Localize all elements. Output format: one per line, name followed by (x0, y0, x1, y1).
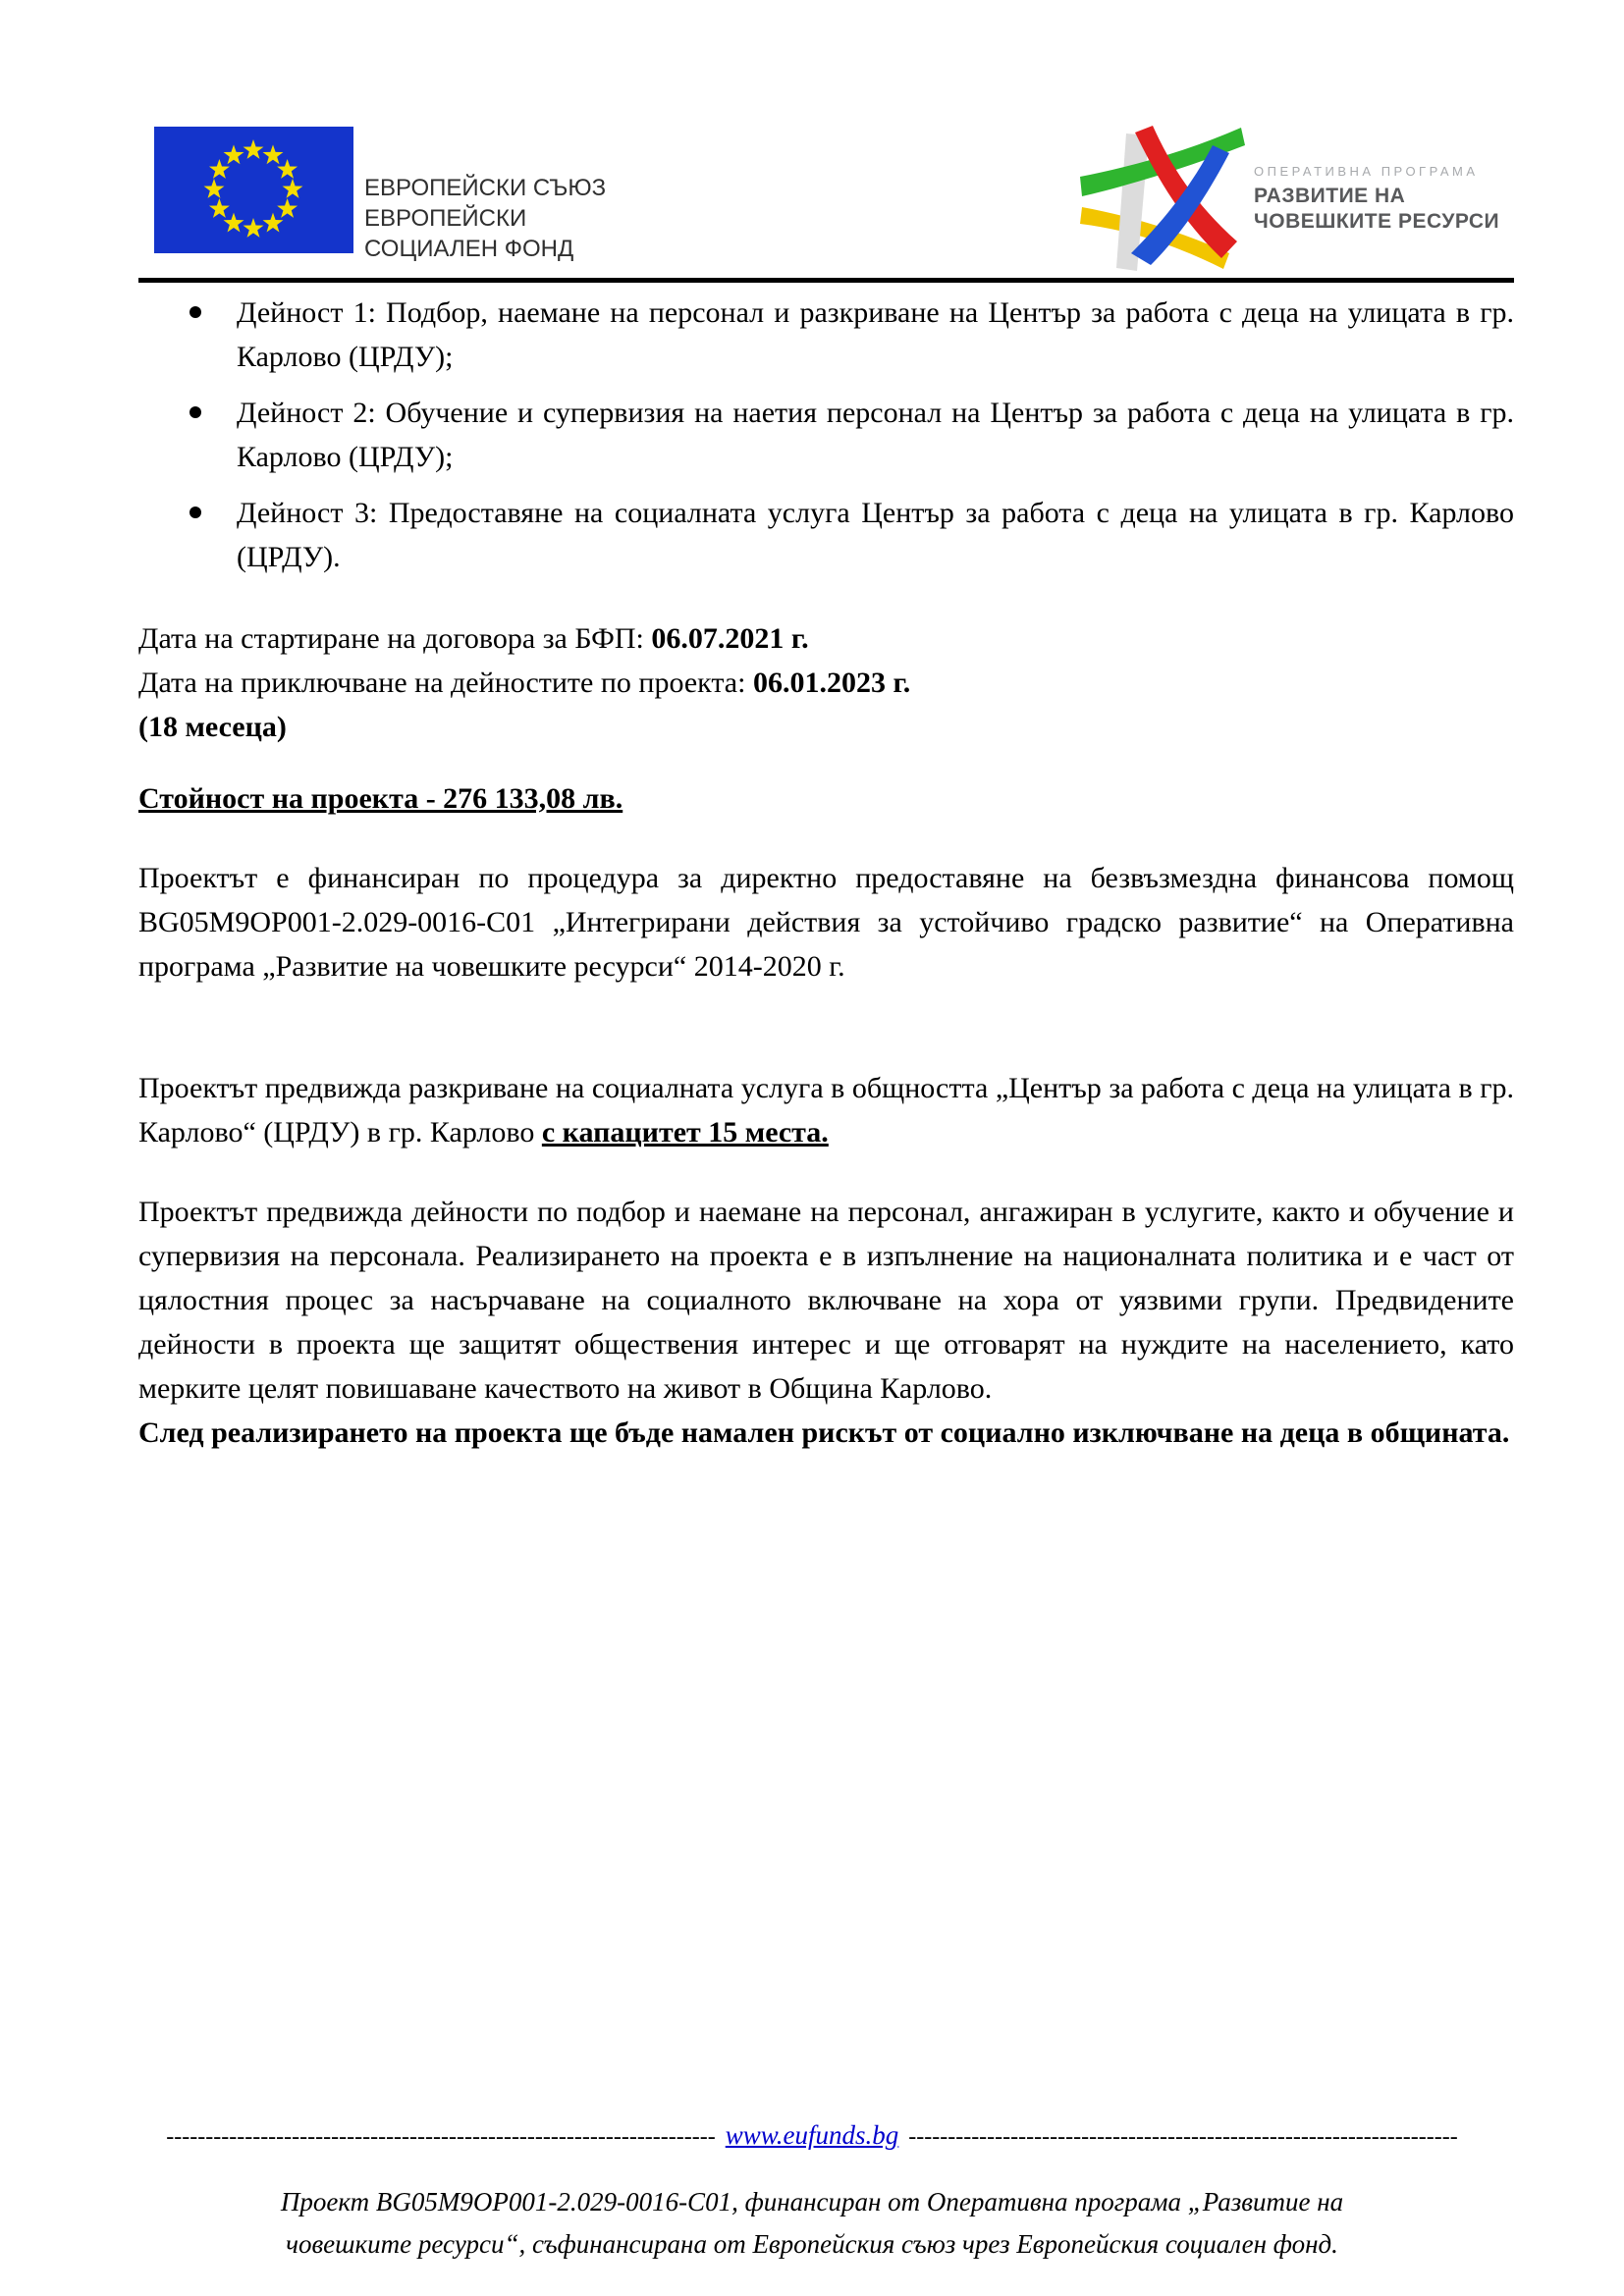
eu-logo-caption-line3: СОЦИАЛЕН ФОНД (364, 236, 574, 262)
activity-3-text: Дейност 3: Предоставяне на социалната услуга Център за работа с деца на улицата в гр. Карлово (ЦРДУ). (237, 497, 1514, 573)
bullet-icon (189, 406, 201, 418)
impact-statement: След реализирането на проекта ще бъде намален рискът от социално изключване на деца в общината. (138, 1416, 1510, 1449)
project-value-text: Стойност на проекта - 276 133,08 лв. (138, 782, 623, 815)
footer-dashes-left: ---------------------------------------------------------------------- (166, 2124, 716, 2150)
end-date-label: Дата на приключване на дейностите по проекта: (138, 667, 753, 699)
eufunds-link[interactable]: www.eufunds.bg (725, 2120, 899, 2150)
capacity-paragraph (138, 1066, 1514, 1154)
hrd-programme-logo-icon (1072, 106, 1259, 278)
bullet-icon (189, 507, 201, 518)
start-date-value: 06.07.2021 г. (651, 622, 809, 655)
funding-paragraph: Проектът е финансиран по процедура за директно предоставяне на безвъзмездна финансова помощ BG05M9OP001-2.029-0016-C01 „Интегрирани действия за устойчиво градско развитие“ на Оперативна програма „Развитие на човешките ресурси“ 2014-2020 г. (138, 862, 1514, 983)
hrd-programme-line1: РАЗВИТИЕ НА (1254, 185, 1406, 207)
project-value-heading (138, 776, 1514, 821)
list-item (138, 291, 1514, 379)
footer-note: Проект BG05M9OP001-2.029-0016-C01, финансиран от Оперативна програма „Развитие на човешките ресурси“, съфинансирана от Европейския съюз чрез Европейския социален фонд. (280, 2187, 1344, 2259)
end-date-value: 06.01.2023 г. (752, 667, 911, 699)
hrd-programme-line2: ЧОВЕШКИТЕ РЕСУРСИ (1254, 210, 1500, 233)
end-date-line (138, 661, 1514, 705)
activity-1-text: Дейност 1: Подбор, наемане на персонал и разкриване на Център за работа с деца на улицата в гр. Карлово (ЦРДУ); (237, 296, 1514, 373)
start-date-line (138, 616, 1514, 661)
hrd-programme-label: ОПЕРАТИВНА ПРОГРАМА (1254, 164, 1479, 179)
dates-block (138, 616, 1514, 749)
eu-flag-icon (154, 127, 353, 253)
activities-paragraph (138, 1190, 1514, 1455)
footer-divider-line (0, 2118, 1624, 2154)
capacity-paragraph-text: Проектът предвижда разкриване на социалната услуга в общността „Център за работа с деца на улицата в гр. Карлово“ (ЦРДУ) в гр. Карлово (138, 1072, 1514, 1148)
activities-paragraph-text: Проектът предвижда дейности по подбор и наемане на персонал, ангажиран в услугите, както и обучение и супервизия на персонала. Реализирането на проекта е в изпълнение на националната политика и е част от цялостния процес за насърчаване на социалното включване на хора от уязвими групи. Предвидените дейности в проекта ще защитят обществения интерес и ще отговарят на нуждите на населението, като мерките целят повишаване качеството на живот в Община Карлово. (138, 1196, 1514, 1405)
eu-logo-caption (364, 173, 606, 264)
start-date-label: Дата на стартиране на договора за БФП: (138, 622, 652, 655)
capacity-highlight: с капацитет 15 места. (541, 1116, 829, 1148)
header-divider (138, 278, 1514, 283)
eu-logo-caption-line1: ЕВРОПЕЙСКИ СЪЮЗ (364, 175, 607, 201)
eu-logo-caption-line2: ЕВРОПЕЙСКИ (364, 205, 527, 232)
footer-dashes-right: ---------------------------------------------------------------------- (908, 2124, 1458, 2150)
activities-list (138, 291, 1514, 591)
bullet-icon (189, 306, 201, 318)
list-item (138, 391, 1514, 479)
activity-2-text: Дейност 2: Обучение и супервизия на наетия персонал на Център за работа с деца на улицата в гр. Карлово (ЦРДУ); (237, 397, 1514, 473)
hrd-programme-caption (1254, 164, 1499, 235)
list-item (138, 491, 1514, 579)
duration-value: (18 месеца) (138, 711, 287, 743)
